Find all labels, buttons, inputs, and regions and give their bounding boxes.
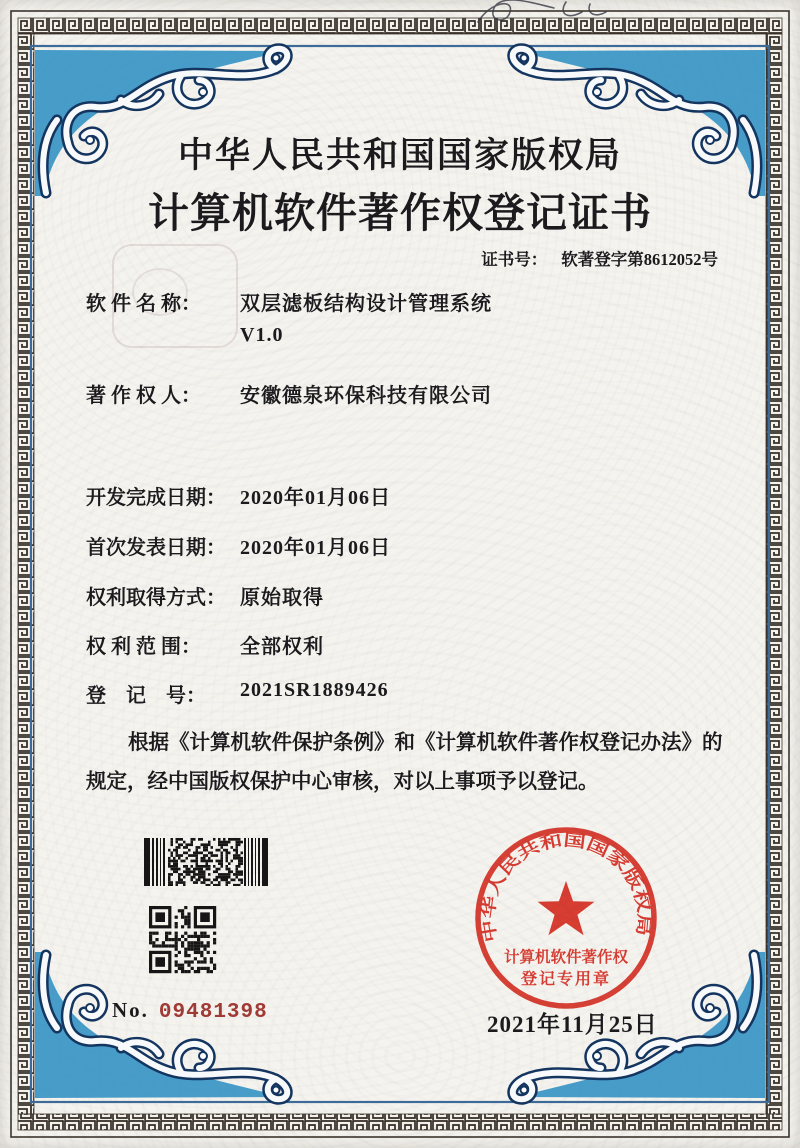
field-row-software-name [86,287,492,347]
field-row-first-publication-date [86,531,391,560]
certificate-number-value: 软著登字第8612052号 [561,250,718,269]
serial-number: 09481398 [158,1001,268,1024]
field-label: 首次发表日期： [86,537,226,559]
handwriting-scribble [440,0,640,40]
field-label: 权利取得方式： [86,587,226,609]
serial-prefix: No. [112,998,149,1022]
field-label: 软 件 名 称： [86,293,201,315]
field-row-copyright-owner [86,379,492,408]
field-label: 权 利 范 围： [86,636,201,658]
field-row-registration-number [86,679,389,708]
official-seal [460,814,674,1028]
field-label: 登 记 号： [86,685,206,707]
software-name-value: 双层滤板结构设计管理系统 [240,293,492,315]
field-value [240,287,492,347]
certificate-number-line [481,246,718,270]
barcode [144,838,268,886]
software-version: V1.0 [240,324,284,346]
corner-flourish-bottom-left [35,952,287,1099]
field-label: 开发完成日期： [86,487,226,509]
seal-ring-text: 中华人民共和国国家版权局 [478,830,654,944]
field-value: 2020年01月06日 [240,537,391,559]
field-label: 著 作 权 人： [86,385,201,407]
certificate-title: 计算机软件著作权登记证书 [148,190,652,236]
field-row-rights-scope [86,630,324,659]
statement-line: 规定，经中国版权保护中心审核，对以上事项予以登记。 [86,771,599,793]
field-value: 安徽德泉环保科技有限公司 [240,385,492,407]
certificate-number-label: 证书号： [481,250,548,269]
registration-number-value: 2021SR1889426 [240,679,389,701]
seal-line1: 计算机软件著作权 [503,949,629,966]
seal-line2: 登记专用章 [520,971,612,988]
qr-code [149,906,217,974]
registration-statement [86,724,723,802]
field-row-completion-date [86,481,391,510]
seal-star [538,881,595,935]
issue-date: 2021年11月25日 [487,1012,658,1037]
authority-title: 中华人民共和国国家版权局 [177,136,622,175]
field-row-rights-acquisition [86,581,324,610]
field-value: 2020年01月06日 [240,487,391,509]
serial-number-line [112,998,268,1024]
field-value: 全部权利 [240,636,324,658]
field-value: 原始取得 [240,587,324,609]
statement-line: 根据《计算机软件保护条例》和《计算机软件著作权登记办法》的 [128,732,723,754]
